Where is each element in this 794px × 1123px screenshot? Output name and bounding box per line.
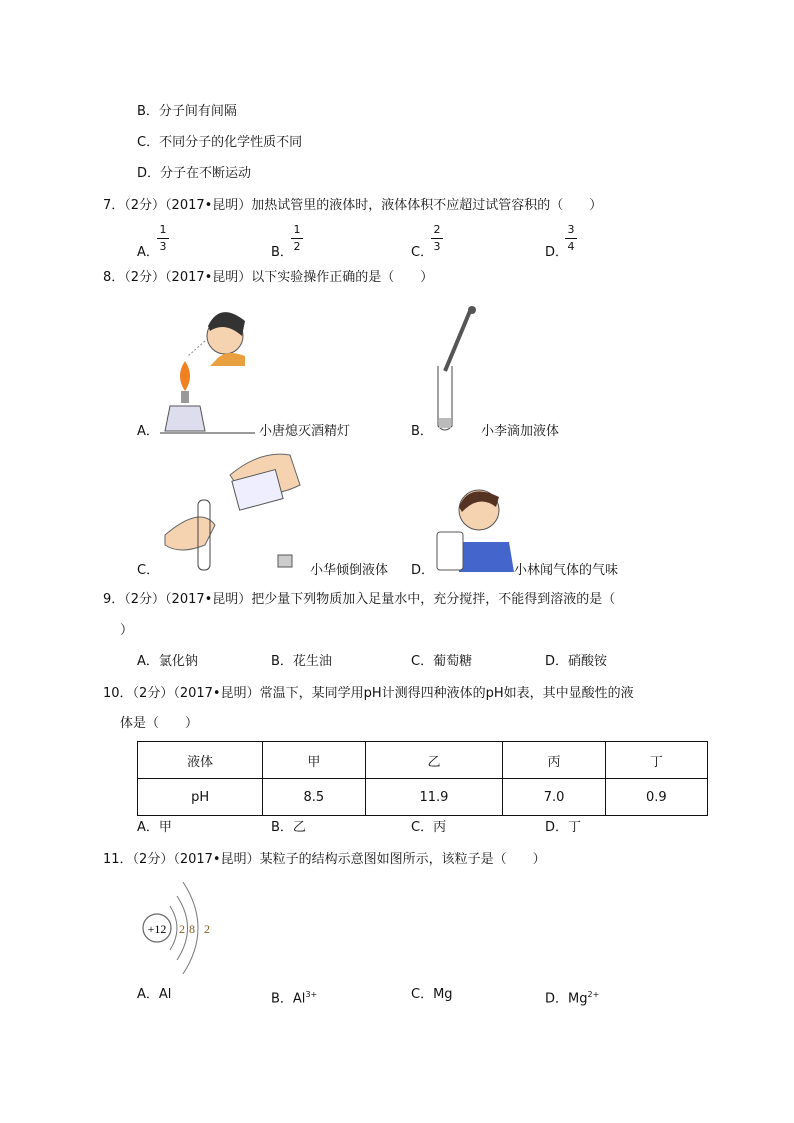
q10-option-c: C．丙	[411, 820, 447, 835]
q8-option-a-label: A．	[137, 424, 159, 439]
shell-2-electrons: 8	[189, 922, 195, 936]
q8-stem: 8．（2分）（2017•昆明）以下实验操作正确的是（ ）	[103, 270, 434, 285]
q9-option-c: C．葡萄糖	[411, 654, 473, 669]
table-cell: 0.9	[605, 779, 707, 816]
q8-option-c-label: C．	[137, 563, 160, 578]
q10-option-d: D．丁	[545, 820, 582, 835]
shell-1-electrons: 2	[179, 922, 185, 936]
q7-option-d-label: D．	[545, 245, 569, 260]
table-cell: 11.9	[365, 779, 503, 816]
q6-option-c: C．不同分子的化学性质不同	[137, 135, 303, 150]
q8-option-d-caption: 小林闻气体的气味	[514, 563, 619, 578]
q7-option-a-label: A．	[137, 245, 159, 260]
dropper-test-tube-image	[430, 306, 480, 436]
charge-superscript: 2+	[587, 990, 600, 999]
pouring-liquid-image	[160, 445, 305, 575]
q11-stem: 11．（2分）（2017•昆明）某粒子的结构示意图如图所示，该粒子是（ ）	[103, 852, 546, 867]
smelling-gas-image	[434, 482, 514, 574]
atom-structure-diagram	[138, 876, 218, 976]
q7-option-c-label: C．	[411, 245, 434, 260]
table-row	[138, 779, 708, 816]
q10-option-b: B．乙	[271, 820, 306, 835]
q7-option-d-fraction	[565, 224, 577, 253]
q7-option-c-fraction	[431, 224, 443, 253]
q8-option-d-label: D．	[411, 563, 435, 578]
q11-option-c	[411, 987, 453, 1003]
q10-option-a: A．甲	[137, 820, 172, 835]
denominator: 3	[433, 240, 441, 253]
option-text: B．Al	[271, 991, 306, 1007]
table-header-row	[138, 742, 708, 779]
table-cell: 液体	[138, 742, 263, 779]
q8-option-b-label: B．	[411, 424, 433, 439]
q9-option-b: B．花生油	[271, 654, 332, 669]
q10-stem-end: 体是（ ）	[120, 716, 199, 731]
denominator: 3	[159, 240, 167, 253]
table-cell: pH	[138, 779, 263, 816]
alcohol-lamp-blowing-image	[160, 296, 260, 438]
denominator: 4	[567, 240, 575, 253]
table-cell: 丙	[503, 742, 605, 779]
table-cell: 甲	[263, 742, 365, 779]
denominator: 2	[293, 240, 301, 253]
q11-option-d	[545, 987, 599, 1007]
table-cell: 丁	[605, 742, 707, 779]
q9-stem: 9．（2分）（2017•昆明）把少量下列物质加入足量水中，充分搅拌，不能得到溶液的是（	[103, 592, 616, 607]
q11-option-b	[271, 987, 317, 1007]
numerator: 3	[567, 223, 575, 236]
q7-option-b-label: B．	[271, 245, 293, 260]
nucleus-charge: +12	[147, 922, 167, 936]
q7-option-a-fraction	[157, 224, 169, 253]
ph-table	[137, 741, 708, 816]
option-text: C．Mg	[411, 987, 453, 1002]
q11-option-a	[137, 987, 171, 1003]
q6-option-b: B．分子间有间隔	[137, 104, 237, 119]
table-cell: 7.0	[503, 779, 605, 816]
q8-option-c-caption: 小华倾倒液体	[310, 563, 389, 578]
q9-option-d: D．硝酸铵	[545, 654, 608, 669]
option-text: D．Mg	[545, 991, 588, 1007]
table-cell: 乙	[365, 742, 503, 779]
q7-stem: 7．（2分）（2017•昆明）加热试管里的液体时，液体体积不应超过试管容积的（ ）	[103, 198, 603, 213]
q8-option-a-caption: 小唐熄灭酒精灯	[259, 424, 351, 439]
q10-stem: 10．（2分）（2017•昆明）常温下，某同学用pH计测得四种液体的pH如表，其中显酸性的液	[103, 686, 634, 701]
q7-option-b-fraction	[291, 224, 303, 253]
numerator: 1	[159, 223, 167, 236]
charge-superscript: 3+	[305, 990, 318, 999]
q9-option-a: A．氯化钠	[137, 654, 198, 669]
numerator: 1	[293, 223, 301, 236]
numerator: 2	[433, 223, 441, 236]
q6-option-d: D．分子在不断运动	[137, 166, 252, 181]
option-text: A．Al	[137, 987, 172, 1002]
q8-option-b-caption: 小李滴加液体	[481, 424, 560, 439]
shell-3-electrons: 2	[204, 922, 210, 936]
table-cell: 8.5	[263, 779, 365, 816]
q9-stem-end: ）	[120, 623, 134, 638]
